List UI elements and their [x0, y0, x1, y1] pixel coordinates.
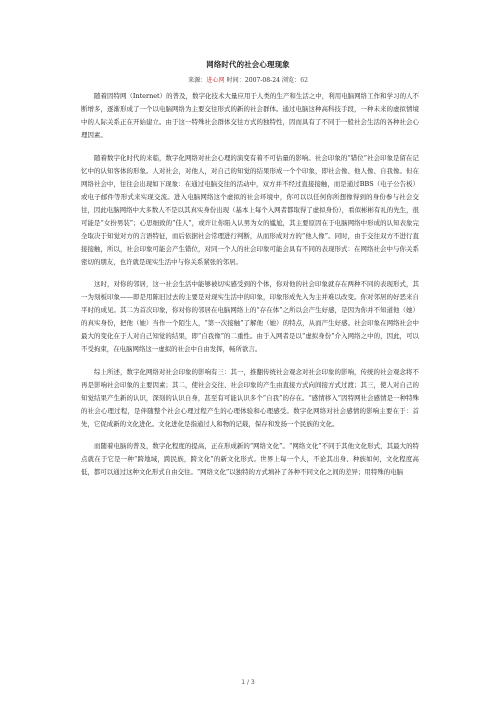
source-link[interactable]: 进心网 — [206, 77, 225, 84]
views-label: 浏览： — [281, 77, 301, 84]
paragraph: 综上所述，数字化网络对社会印象的影响有三：其一，推翻传统社会观念对社会印象的影响，传统的社会观念将不再是影响社会印象的主要因素；其二，使社会交往、社会印象的产生由直接方式向间接方式过渡；其三，使人对自己的知觉结果产生新的认识，深刻的认识自身，甚至有可能认识多个“自我”的存在。“感情移入”因特网社会感情是一种特殊的社会心理过程，是伴随整个社会心理过程产生的心理体验和心理感受。数字化网络对社会感情的影响主要在于：首先，它促成新的文化进化。文化进化是指通过人和物的记载，保存和发扬一个民族的文化。 — [81, 367, 419, 428]
time-label: 时间： — [226, 77, 245, 84]
paragraph: 随着数字化时代的来临，数字化网络对社会心理的演变有着不可估量的影响。社会印象的“错位”社会印象是留在记忆中的认知客体的形象。人对社会，对他人，对自己的知觉的结果形成一个个印象，即社会像、他人像、自我像。但在网络社会中，往往会出现如下现象：在通过电脑交往的活动中，双方并不经过直接接触，而是通过BBS（电子公告板）或电子邮件等形式来实现交流。进入电脑网络这个虚拟的社会环境中，你可以以任何你所想像得到的身份参与社会交往，因此电脑网络中大多数人不是以其真实身份出现（基本上每个入网者都取得了虚拟身份），看似彬彬有礼的先生，很可能是“女扮男装”；心思细致的“佳人”，或许让你陷入认男为女的尴尬，其主要原因在于电脑网络中形成的认知表象完全取决于知觉对方的言语特征，而后依据社会常理进行判断，从而形成对方的“他人像”。同时，由于交往双方不进行直接接触，所以，社会印象可能会产生错位，对同一个人的社会印象可能会具有不同的表现形式：在网络社会中与你关系密切的朋友，也许就是现实生活中与你关系紧张的邻居。 — [81, 153, 419, 266]
views-count: 62 — [300, 77, 308, 84]
source-label: 来源： — [188, 77, 207, 84]
document-title: 网络时代的社会心理现象 — [206, 60, 290, 69]
page-number: 1 / 3 — [241, 679, 255, 686]
article-meta — [0, 75, 496, 84]
paragraph: 随着因特网（Internet）的普及，数字化技术大量应用于人类的生产和生活之中，利用电脑网络工作和学习的人不断增多，逐渐形成了一个以电脑网络为主要交往形式的新的社会群体。通过电脑这种高科技手段，一种未来的虚拟情境中的人际关系正在开始建立。由于这一特殊社会群体交往方式的独特性，因而具有了不同于一般社会生活的各种社会心理因素。 — [81, 92, 419, 139]
time-value: 2007-08-24 — [244, 77, 280, 84]
paragraph: 而随着电脑的普及，数字化程度的提高，正在形成新的“网络文化”。“网络文化”不同于其他文化形式，其最大的特点就在于它是一种“跨地域，跨民族，跨文化”的新文化形式。世界上每一个人，不论其出身、种族如何，文化程度高低，都可以通过这种文化形式自由交往。“网络文化”以独特的方式填补了各种不同文化之间的差异；用特殊的电脑 — [81, 442, 419, 476]
paragraph: 这时，对你的邻居，这一社会生活中能够被切实感受到的个体，你对他的社会印象就存在两种不同的表现形式，其一为刻板印象——即是用陈旧过去的主要是对现实生活中的印象，印象形成先入为主并难以改变。你对邻居的好恶来自平时的成见。其二为首次印象，你对你的邻居在电脑网络上的“存在体”之所以会产生好感，是因为你并不知道他（她）的真实身份，把他（她）当作一个陌生人，“第一次接触”了解他（她）的特点，从而产生好感。社会印象在网络社会中最大的变化在于人对自己知觉的结果，即“自我像”的二重性。由于入网者是以“虚拟身份”介入网络之中的，因此，可以不受拘束，在电脑网络这一虚拟的社会中自由发挥，畅所欲言。 — [81, 280, 419, 353]
article-body — [81, 90, 419, 489]
